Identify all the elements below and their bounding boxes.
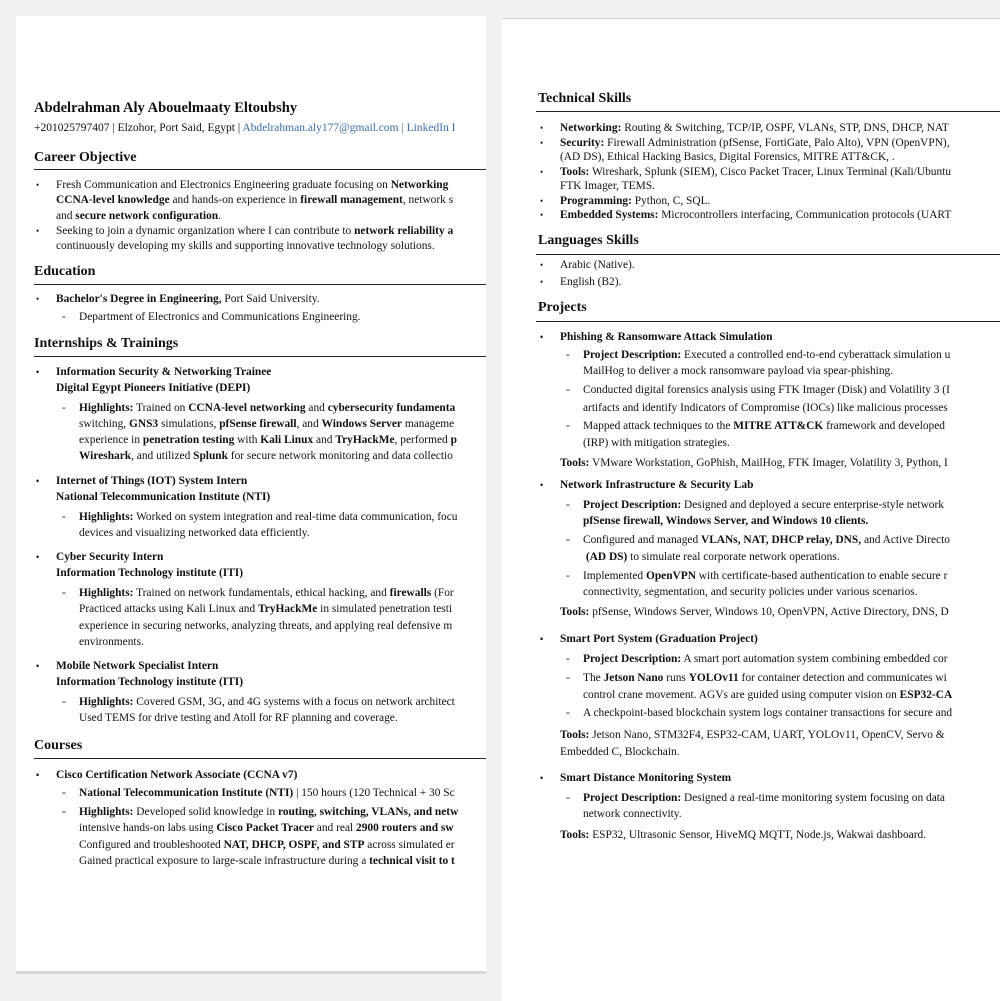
section-title-courses: Courses xyxy=(34,738,83,753)
project-phishing-details: - Project Description: Executed a controlled end-to-end cyberattack simulation u MailHog to deliver a mock ransomware payload via spear-phishing. xyxy=(538,347,950,379)
contact-line xyxy=(34,122,456,134)
project-network-lab-vpn: - Implemented OpenVPN with certificate-based authentication to enable secure r connectivity, segmentation, and security policies under various scenarios. xyxy=(538,568,947,600)
section-title-projects: Projects xyxy=(538,300,587,315)
project-title: • Network Infrastructure & Security Lab xyxy=(538,478,753,493)
internship-nti-highlights: - Highlights: Worked on system integration and real-time data communication, focu devices and visualizing networked data efficiently. xyxy=(34,509,457,541)
project-network-lab-details: - Project Description: Designed and deployed a secure enterprise-style network pfSense firewall, Windows Server, and Windows 10 clients. xyxy=(538,497,944,529)
internship-depi-highlights: - Highlights: Trained on CCNA-level networking and cybersecurity fundamenta switching, GNS3 simulations, pfSense firewall, and Windows Server manageme experience in penetration testing with Kali Linux and TryHackMe, performed p Wireshark, and utilized Splunk for secure network monitoring and data collectio xyxy=(34,400,457,464)
list-item: • Networking: Routing & Switching, TCP/IP, OSPF, VLANs, STP, DNS, DHCP, NAT xyxy=(538,121,951,136)
list-subitem: - Department of Electronics and Communications Engineering. xyxy=(34,308,361,326)
section-title-education: Education xyxy=(34,264,96,279)
section-divider xyxy=(34,169,486,170)
internship-title: • Information Security & Networking Trainee xyxy=(34,364,271,380)
list-item: • Seeking to join a dynamic organization where I can contribute to network reliability a xyxy=(34,224,453,239)
project-phishing-tools: Tools: VMware Workstation, GoPhish, MailHog, FTK Imager, Volatility 3, Python, I xyxy=(560,457,948,469)
list-item: • Bachelor's Degree in Engineering, Port Said University. xyxy=(34,290,361,308)
list-item-cont: CCNA-level knowledge and hands-on experience in firewall management, network s xyxy=(56,194,454,207)
list-subitem: - Configured and managed VLANs, NAT, DHCP relay, DNS, and Active Directo xyxy=(538,532,950,549)
project-title: • Phishing & Ransomware Attack Simulation xyxy=(538,329,772,346)
section-divider xyxy=(34,758,486,759)
list-subitem: - National Telecommunication Institute (NTI) | 150 hours (120 Technical + 30 Sc xyxy=(34,784,455,802)
project-phishing xyxy=(538,329,772,346)
internship-iti-mobile xyxy=(34,658,243,690)
internship-title: • Mobile Network Specialist Intern xyxy=(34,658,243,674)
career-objective-list xyxy=(34,178,453,254)
project-distance-monitoring-desc: - Project Description: Designed a real-time monitoring system focusing on data network connectivity. xyxy=(538,790,945,822)
list-subitem: - Conducted digital forensics analysis using FTK Imager (Disk) and Volatility 3 (I xyxy=(538,382,950,400)
resume-page-1 xyxy=(16,16,486,974)
list-item: • Programming: Python, C, SQL. xyxy=(538,194,951,209)
resume-page-2 xyxy=(502,18,1000,1001)
internship-iti-mobile-highlights: - Highlights: Covered GSM, 3G, and 4G systems with a focus on network architect Used TEMS for drive testing and Atoll for RF planning and coverage. xyxy=(34,694,455,726)
project-smart-port-blockchain xyxy=(538,706,952,721)
project-smart-port xyxy=(538,632,758,647)
project-smart-port-jetson: - The Jetson Nano runs YOLOv11 for container detection and communicates wi control crane movement. AGVs are guided using computer vision on ESP32-CA xyxy=(538,670,952,704)
list-item-cont: continuously developing my skills and supporting innovative technology solutions. xyxy=(56,240,435,253)
page-edge xyxy=(16,971,486,974)
project-title: • Smart Distance Monitoring System xyxy=(538,771,731,786)
list-subitem: - Highlights: Trained on CCNA-level networking and cybersecurity fundamenta xyxy=(34,400,457,416)
candidate-name: Abdelrahman Aly Abouelmaaty Eltoubshy xyxy=(34,100,298,116)
list-item-cont: and secure network configuration. xyxy=(56,209,221,222)
internship-org: Information Technology institute (ITI) xyxy=(56,676,244,688)
list-subitem: - Highlights: Trained on network fundamentals, ethical hacking, and firewalls (For xyxy=(34,585,454,601)
internship-nti xyxy=(34,473,270,505)
section-title-technical: Technical Skills xyxy=(538,91,632,106)
list-subitem: - Project Description: Designed and deployed a secure enterprise-style network xyxy=(538,497,944,513)
internship-depi xyxy=(34,364,271,396)
project-network-lab-tools: Tools: pfSense, Windows Server, Windows 10, OpenVPN, Active Directory, DNS, D xyxy=(560,606,949,618)
list-item: • Arabic (Native). xyxy=(538,257,635,274)
project-phishing-mitre: - Mapped attack techniques to the MITRE ATT&CK framework and developed (IRP) with mitigation strategies. xyxy=(538,418,945,451)
section-title-internships: Internships & Trainings xyxy=(34,336,179,351)
list-subitem: - Highlights: Covered GSM, 3G, and 4G systems with a focus on network architect xyxy=(34,694,455,710)
list-subitem: - Highlights: Worked on system integration and real-time data communication, focu xyxy=(34,509,457,525)
project-smart-port-desc xyxy=(538,652,948,667)
section-divider xyxy=(536,321,1000,322)
project-network-lab xyxy=(538,478,753,493)
list-subitem: - The Jetson Nano runs YOLOv11 for container detection and communicates wi xyxy=(538,670,952,687)
course-title: • Cisco Certification Network Associate (CCNA v7) xyxy=(34,766,455,784)
contact-details: +201025797407 | Elzohor, Port Said, Egypt | xyxy=(34,122,243,134)
project-network-lab-config: - Configured and managed VLANs, NAT, DHCP relay, DNS, and Active Directo (AD DS) to simulate real corporate network operations. xyxy=(538,532,950,565)
internship-title: • Cyber Security Intern xyxy=(34,549,243,565)
section-divider xyxy=(34,284,486,285)
list-subitem: - Project Description: Designed a real-time monitoring system focusing on data xyxy=(538,790,945,806)
project-phishing-forensics: - Conducted digital forensics analysis using FTK Imager (Disk) and Volatility 3 (I artifacts and identify Indicators of Compromise (IOCs) like malicious processes xyxy=(538,382,950,417)
section-title-languages: Languages Skills xyxy=(538,233,639,248)
list-subitem: - A checkpoint-based blockchain system logs container transactions for secure and xyxy=(538,706,952,721)
list-item: • Security: Firewall Administration (pfSense, FortiGate, Palo Alto), VPN (OpenVPN), xyxy=(538,136,951,151)
education-list xyxy=(34,290,361,326)
project-distance-monitoring-tools: Tools: ESP32, Ultrasonic Sensor, HiveMQ MQTT, Node.js, Wakwai dashboard. xyxy=(560,829,927,841)
list-item: • English (B2). xyxy=(538,274,635,291)
languages-list xyxy=(538,257,635,290)
internship-title: • Internet of Things (IOT) System Intern xyxy=(34,473,270,489)
linkedin-link[interactable]: | LinkedIn I xyxy=(398,122,456,134)
internship-org: National Telecommunication Institute (NTI) xyxy=(56,491,271,503)
list-item: • Fresh Communication and Electronics Engineering graduate focusing on Networking xyxy=(34,178,453,193)
section-divider xyxy=(536,111,1000,112)
project-smart-port-tools: Tools: Jetson Nano, STM32F4, ESP32-CAM, UART, YOLOv11, OpenCV, Servo & Embedded C, Blockchain. xyxy=(560,729,945,758)
section-divider xyxy=(536,254,1000,255)
courses-list xyxy=(34,766,455,803)
list-subitem: - Project Description: A smart port automation system combining embedded cor xyxy=(538,652,948,667)
list-item: • Embedded Systems: Microcontrollers interfacing, Communication protocols (UART xyxy=(538,208,951,223)
section-divider xyxy=(34,356,486,357)
technical-skills-list: • Networking: Routing & Switching, TCP/IP, OSPF, VLANs, STP, DNS, DHCP, NAT • Security: Firewall Administration (pfSense, FortiGate, Palo Alto), VPN (OpenVPN), (AD DS), Ethical Hacking Basics, Digital Forensics, MITRE ATT&CK, . • Tools: Wireshark, Splunk (SIEM), Cisco Packet Tracer, Linux Terminal (Kali/Ubuntu FTK Imager, TEMS. • Programming: Python, C, SQL. • Embedded Systems: Microcontrollers interfacing, Communication protocols (UART xyxy=(538,121,951,223)
course-highlights: - Highlights: Developed solid knowledge in routing, switching, VLANs, and netw intensive hands-on labs using Cisco Packet Tracer and real 2900 routers and sw Configured and troubleshooted NAT, DHCP, OSPF, and STP across simulated er Gained practical exposure to large-scale infrastructure during a technical visit to t xyxy=(34,804,458,870)
section-title-career: Career Objective xyxy=(34,150,137,165)
project-distance-monitoring xyxy=(538,771,731,786)
internship-org: Digital Egypt Pioneers Initiative (DEPI) xyxy=(56,382,251,394)
list-subitem: - Highlights: Developed solid knowledge in routing, switching, VLANs, and netw xyxy=(34,804,458,820)
internship-iti-cyber-highlights: - Highlights: Trained on network fundamentals, ethical hacking, and firewalls (For Practiced attacks using Kali Linux and TryHackMe in simulated penetration testi experience in securing networks, analyzing threats, and applying real defensive m environments. xyxy=(34,585,454,650)
internship-iti-cyber xyxy=(34,549,243,581)
list-item: • Tools: Wireshark, Splunk (SIEM), Cisco Packet Tracer, Linux Terminal (Kali/Ubuntu xyxy=(538,165,951,180)
email-link[interactable]: Abdelrahman.aly177@gmail.com xyxy=(242,122,399,134)
list-subitem: - Implemented OpenVPN with certificate-based authentication to enable secure r xyxy=(538,568,947,584)
list-subitem: - Project Description: Executed a controlled end-to-end cyberattack simulation u xyxy=(538,347,950,363)
list-subitem: - Mapped attack techniques to the MITRE ATT&CK framework and developed xyxy=(538,418,945,435)
internship-org: Information Technology institute (ITI) xyxy=(56,567,244,579)
project-title: • Smart Port System (Graduation Project) xyxy=(538,632,758,647)
